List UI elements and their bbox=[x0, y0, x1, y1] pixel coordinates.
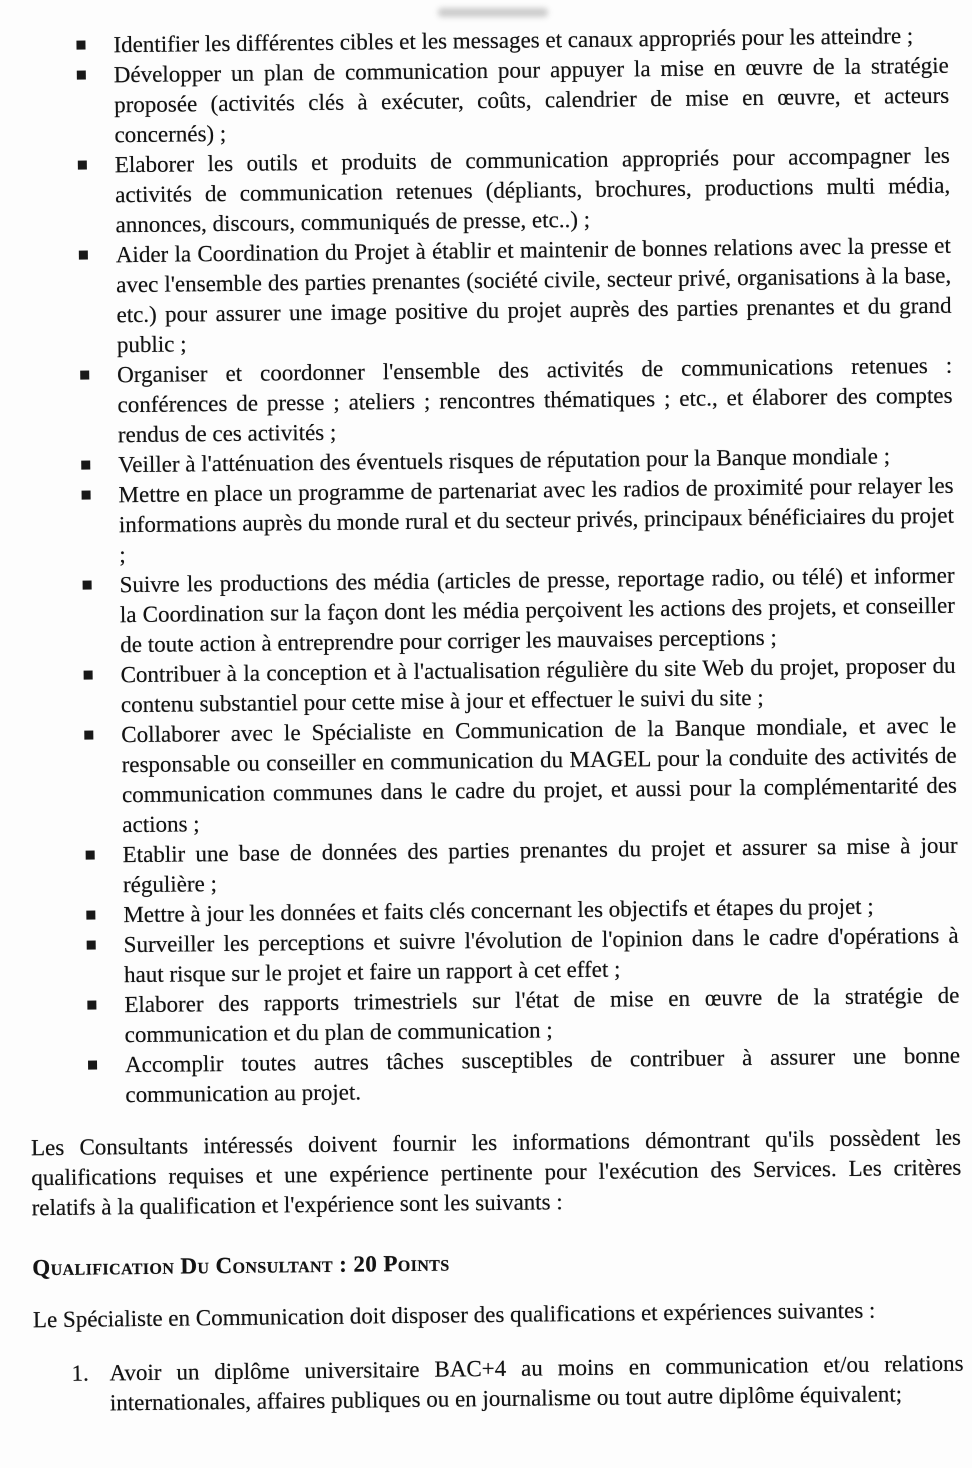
list-item bbox=[88, 1041, 961, 1111]
bullet-square-icon bbox=[88, 1060, 97, 1069]
bullet-text: Identifier les différentes cibles et les messages et canaux appropriés pour les atteindre ; bbox=[113, 23, 914, 58]
bullet-text: Etablir une base de données des parties prenantes du projet et assurer sa mise à jour régulière ; bbox=[122, 832, 958, 898]
bullet-square-icon bbox=[83, 581, 92, 590]
bullet-text: Organiser et coordonner l'ensemble des activités de communications retenues : conférences de presse ; ateliers ; rencontres thématiques ; etc., et élaborer des comptes rendus de ces activités ; bbox=[117, 352, 953, 448]
list-item bbox=[79, 231, 952, 361]
list-item bbox=[86, 831, 959, 901]
bullet-square-icon bbox=[79, 251, 88, 260]
list-item bbox=[87, 981, 960, 1051]
bullet-text: Mettre à jour les données et faits clés concernant les objectifs et étapes du projet ; bbox=[123, 893, 874, 928]
bullet-text: Développer un plan de communication pour appuyer la mise en œuvre de la stratégie proposée (activités clés à exécuter, coûts, calendrier de mise en œuvre, et acteurs concernés) ; bbox=[113, 52, 950, 148]
bullet-text: Aider la Coordination du Projet à établir et maintenir de bonnes relations avec la presse et avec l'ensemble des parties prenantes (société civile, secteur privé, organisations à la base, etc.) pour assurer une image positive du projet auprès des parties prenantes et du grand public ; bbox=[115, 232, 952, 358]
bullet-square-icon bbox=[76, 41, 85, 50]
bullet-text: Contribuer à la conception et à l'actualisation régulière du site Web du projet, proposer du contenu substantiel pour cette mise à jour et effectuer le suivi du site ; bbox=[120, 652, 956, 718]
bullet-square-icon bbox=[86, 850, 95, 859]
numbered-item bbox=[71, 1349, 964, 1419]
list-item bbox=[84, 711, 957, 841]
bullet-square-icon bbox=[84, 671, 93, 680]
qualifications-numbered-list bbox=[33, 1349, 964, 1420]
list-item bbox=[83, 651, 956, 721]
bullet-text: Elaborer des rapports trimestriels sur l'état de mise en œuvre de la stratégie de communication et du plan de communication ; bbox=[124, 982, 960, 1048]
consultants-criteria-paragraph: Les Consultants intéressés doivent fournir les informations démontrant qu'ils possèdent les qualifications requises et une expérience pertinente pour l'exécution des Services. Les critères relatifs à la qualification et l'expérience sont les suivants : bbox=[30, 1124, 962, 1221]
bullet-square-icon bbox=[82, 491, 91, 500]
bullet-text: Mettre en place un programme de partenariat avec les radios de proximité pour relayer les informations auprès du monde rural et du secteur privés, principaux bénéficiaires du projet ; bbox=[118, 472, 955, 568]
numbered-item-text: Avoir un diplôme universitaire BAC+4 au moins en communication et/ou relations internationales, affaires publiques ou en journalisme ou tout autre diplôme équivalent; bbox=[109, 1350, 964, 1416]
bullet-text: Collaborer avec le Spécialiste en Communication de la Banque mondiale, et avec le responsable ou conseiller en communication du MAGEL pour la conduite des activités de communication communes dans le cadre du projet, et aussi pour la complémentarité des actions ; bbox=[121, 712, 958, 838]
bullet-square-icon bbox=[87, 1000, 96, 1009]
list-item bbox=[80, 351, 953, 451]
bullet-square-icon bbox=[86, 910, 95, 919]
list-item bbox=[81, 471, 954, 571]
qualification-section-heading: Qualification Du Consultant : 20 Points bbox=[32, 1250, 450, 1281]
responsibilities-bullet-list bbox=[18, 21, 960, 1111]
list-item bbox=[78, 141, 951, 241]
list-item bbox=[82, 561, 955, 661]
bullet-text: Elaborer les outils et produits de communication appropriés pour accompagner les activités de communication retenues (dépliants, brochures, productions multi média, annonces, discours, communiqués de presse, etc..) ; bbox=[114, 142, 951, 238]
bullet-text: Suivre les productions des média (articles de presse, reportage radio, ou télé) et informer la Coordination sur la façon dont les média perçoivent les actions des projets, et conseiller de toute action à entreprendre pour corriger les mauvaises perceptions ; bbox=[119, 562, 956, 658]
specialist-qualifications-paragraph: Le Spécialiste en Communication doit disposer des qualifications et expériences suivantes : bbox=[32, 1297, 876, 1333]
bullet-square-icon bbox=[80, 371, 89, 380]
list-item bbox=[77, 51, 950, 151]
bullet-square-icon bbox=[78, 161, 87, 170]
bullet-square-icon bbox=[87, 940, 96, 949]
bullet-square-icon bbox=[77, 71, 86, 80]
bullet-square-icon bbox=[84, 731, 93, 740]
list-item bbox=[87, 921, 960, 991]
bullet-text: Surveiller les perceptions et suivre l'évolution de l'opinion dans le cadre d'opérations à haut risque sur le projet et faire un rapport à cet effet ; bbox=[123, 922, 959, 988]
bullet-text: Accomplir toutes autres tâches susceptibles de contribuer à assurer une bonne communication au projet. bbox=[124, 1042, 961, 1108]
item-number: 1. bbox=[71, 1360, 89, 1386]
bullet-square-icon bbox=[81, 461, 90, 470]
bullet-text: Veiller à l'atténuation des éventuels risques de réputation pour la Banque mondiale ; bbox=[118, 443, 891, 478]
